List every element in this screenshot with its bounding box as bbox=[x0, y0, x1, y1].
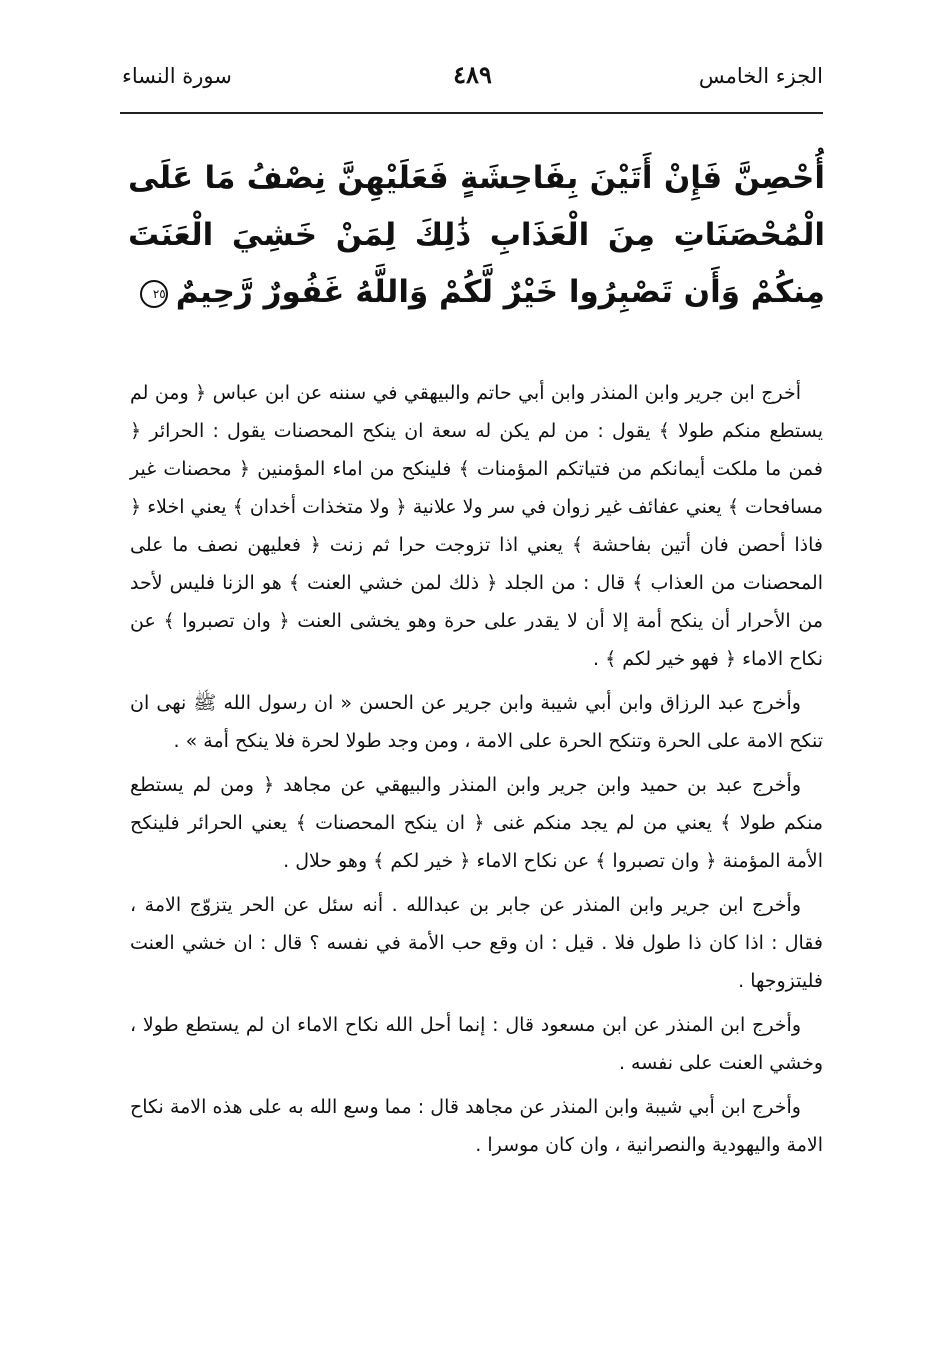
surah-title: سورة النساء bbox=[122, 64, 232, 88]
ayah-number-marker: ٢٥ bbox=[140, 280, 168, 308]
paragraph: أخرج ابن جرير وابن المنذر وابن أبي حاتم والبيهقي في سننه عن ابن عباس ﴿ ومن لم يستطع منكم طولا ﴾ يقول : من لم يكن له سعة ان ينكح المحصنات يقول : الحرائر ﴿ فمن ما ملكت أيمانكم من فتياتكم المؤمنات ﴾ فلينكح من اماء المؤمنين ﴿ محصنات غير مسافحات ﴾ يعني عفائف غير زوان في سر ولا علانية ﴿ ولا متخذات أخدان ﴾ يعني اخلاء ﴿ فاذا أحصن فان أتين بفاحشة ﴾ يعني اذا تزوجت حرا ثم زنت ﴿ فعليهن نصف ما على المحصنات من العذاب ﴾ قال : من الجلد ﴿ ذلك لمن خشي العنت ﴾ هو الزنا فليس لأحد من الأحرار أن ينكح أمة إلا أن لا يقدر على حرة وهو يخشى العنت ﴿ وان تصبروا ﴾ عن نكاح الاماء ﴿ فهو خير لكم ﴾ . bbox=[130, 382, 823, 670]
page-number: ٤٨٩ bbox=[453, 60, 492, 89]
paragraph: وأخرج ابن أبي شيبة وابن المنذر عن مجاهد قال : مما وسع الله به على هذه الامة نكاح الامة واليهودية والنصرانية ، وان كان موسرا . bbox=[130, 1096, 823, 1156]
paragraph: وأخرج عبد بن حميد وابن جرير وابن المنذر والبيهقي عن مجاهد ﴿ ومن لم يستطع منكم طولا ﴾ يعني من لم يجد منكم غنى ﴿ ان ينكح المحصنات ﴾ يعني الحرائر فلينكح الأمة المؤمنة ﴿ وان تصبروا ﴾ عن نكاح الاماء ﴿ خير لكم ﴾ وهو حلال . bbox=[130, 774, 823, 872]
verse-text: أُحْصِنَّ فَإِنْ أَتَيْنَ بِفَاحِشَةٍ فَعَلَيْهِنَّ نِصْفُ مَا عَلَى الْمُحْصَنَاتِ مِنَ الْعَذَابِ ذَٰلِكَ لِمَنْ خَشِيَ الْعَنَتَ مِنكُمْ وَأَن تَصْبِرُوا خَيْرٌ لَّكُمْ وَاللَّهُ غَفُورٌ رَّحِيمٌ bbox=[128, 160, 825, 310]
paragraph: وأخرج ابن جرير وابن المنذر عن جابر بن عبدالله . أنه سئل عن الحر يتزوّج الامة ، فقال : اذا كان ذا طول فلا . قيل : ان وقع حب الأمة في نفسه ؟ قال : ان خشي العنت فليتزوجها . bbox=[130, 894, 823, 992]
juz-title: الجزء الخامس bbox=[698, 64, 823, 88]
commentary-body bbox=[130, 374, 823, 1170]
paragraph: وأخرج ابن المنذر عن ابن مسعود قال : إنما أحل الله نكاح الاماء ان لم يستطع طولا ، وخشي العنت على نفسه . bbox=[130, 1014, 823, 1074]
paragraph: وأخرج عبد الرزاق وابن أبي شيبة وابن جرير عن الحسن « ان رسول الله ﷺ نهى ان تنكح الامة على الحرة وتنكح الحرة على الامة ، ومن وجد طولا لحرة فلا ينكح أمة » . bbox=[130, 692, 823, 752]
quran-verse-block bbox=[128, 150, 825, 321]
header-divider bbox=[120, 112, 823, 114]
page-header bbox=[122, 58, 823, 102]
